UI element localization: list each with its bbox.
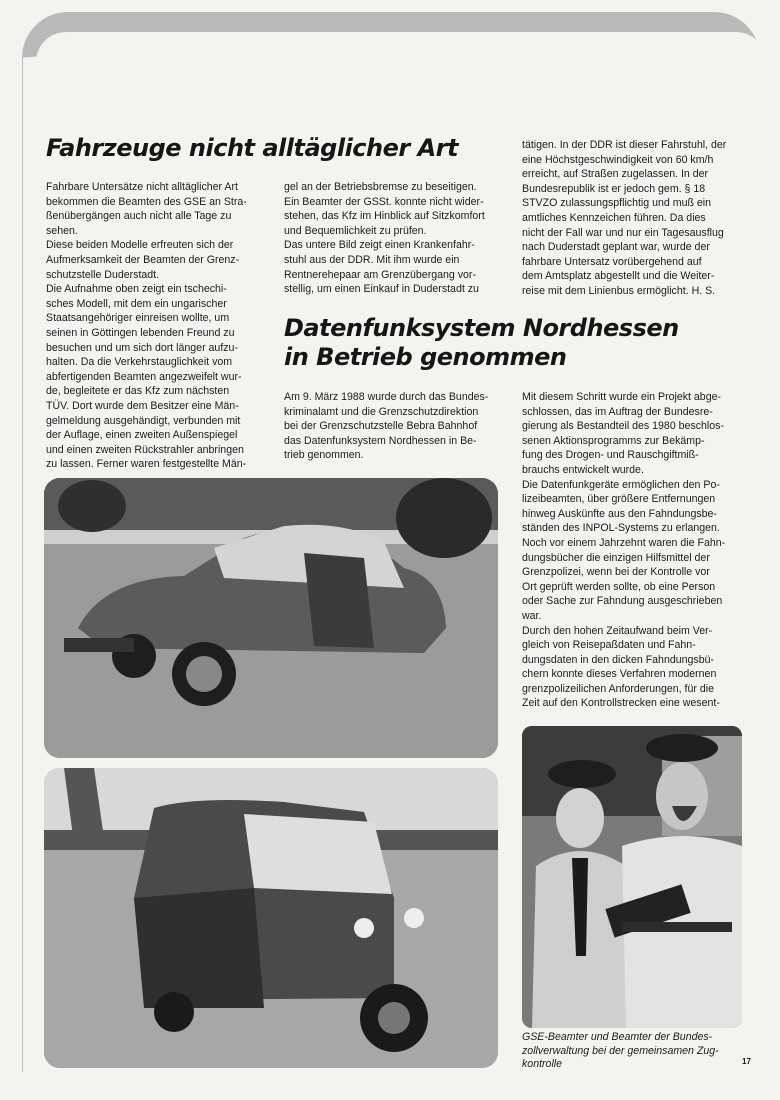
text-line: Staatsangehöriger einreisen wollte, um	[46, 312, 230, 325]
text-line: dem Amtsplatz abgestellt und die Weiter-	[522, 270, 715, 283]
text-line: seinen in Göttingen lebenden Freund zu	[46, 326, 235, 339]
article-radio-title	[284, 314, 679, 372]
text-line: nach Duderstadt geplant war, wurde der	[522, 241, 710, 254]
text-line: TÜV. Dort wurde dem Besitzer eine Män-	[46, 399, 239, 412]
text-line: schlossen, das im Auftrag der Bundesre-	[522, 405, 713, 418]
article-vehicles-column-2	[284, 180, 498, 297]
text-line: der Auflage, einen zweiten Außenspiegel	[46, 429, 238, 442]
text-line: schutzstelle Duderstadt.	[46, 268, 160, 281]
text-line: dungsbücher die einzigen Hilfsmittel der	[522, 551, 710, 564]
text-line: abfertigenden Beamten angezweifelt wur-	[46, 370, 242, 383]
text-line: Am 9. März 1988 wurde durch das Bundes-	[284, 391, 489, 403]
text-line: chern konnte dieses Verfahren modernen	[522, 668, 717, 681]
text-line: grenzpolizeilichen Anforderungen, für die	[522, 682, 714, 695]
text-line: Noch vor einem Jahrzehnt waren die Fahn-	[522, 536, 726, 549]
text-line: eine Höchstgeschwindigkeit von 60 km/h	[522, 153, 714, 166]
photo-border-officers	[522, 726, 742, 1028]
text-line: lizeibeamten, über größere Entfernungen	[522, 493, 716, 506]
text-line: stellig, um einen Einkauf in Duderstadt zu	[284, 283, 479, 296]
text-line: zu lassen. Ferner waren festgestellte Män-	[46, 458, 247, 471]
text-line: gierung als Bestandteil des 1980 beschlos-	[522, 420, 725, 433]
text-line: Die Aufnahme oben zeigt ein tschechi-	[46, 283, 227, 296]
article-vehicles-column-3	[522, 138, 738, 299]
text-line: gelmeldung ausgehändigt, verbunden mit	[46, 414, 241, 427]
text-line: zollverwaltung bei der gemeinsamen Zug-	[522, 1044, 719, 1057]
text-line: nicht der Fall war und nur ein Tagesausflug	[522, 226, 724, 239]
text-line: gleich von Reisepaßdaten und Fahn-	[522, 639, 696, 652]
text-line: amtliches Kennzeichen führen. Da dies	[522, 211, 706, 224]
text-line: sehen.	[46, 224, 78, 237]
text-line: stuhl aus der DDR. Mit ihm wurde ein	[284, 253, 460, 266]
text-line: kontrolle	[522, 1058, 563, 1071]
text-line: reise mit dem Linienbus ermöglicht. H. S.	[522, 284, 716, 297]
text-line: gel an der Betriebsbremse zu beseitigen.	[284, 181, 477, 193]
text-line: fung des Drogen- und Rauschgiftmiß-	[522, 449, 699, 462]
text-line: das Datenfunksystem Nordhessen in Be-	[284, 434, 477, 447]
photo-caption	[522, 1031, 740, 1072]
text-line: dungsdaten in den dicken Fahndungsbü-	[522, 653, 715, 666]
text-line: fahrbare Untersatz vorübergehend auf	[522, 255, 702, 268]
text-line: Diese beiden Modelle erfreuten sich der	[46, 239, 234, 252]
text-line: Mit diesem Schritt wurde ein Projekt abge-	[522, 391, 722, 403]
text-line: Aufmerksamkeit der Beamten der Grenz-	[46, 253, 240, 266]
article-radio-column-2	[522, 390, 738, 711]
text-line: Die Datenfunkgeräte ermöglichen den Po-	[522, 478, 720, 491]
text-line: bei der Grenzschutzstelle Bebra Bahnhof	[284, 420, 478, 433]
page-frame-inner	[36, 32, 766, 72]
text-line: bekommen die Beamten des GSE an Stra-	[46, 195, 247, 208]
text-line: halten. Da die Verkehrstauglichkeit vom	[46, 356, 233, 369]
text-line: Rentnerehepaar am Grenzübergang vor-	[284, 268, 476, 281]
text-line: ßenübergängen auch nicht alle Tage zu	[46, 210, 232, 223]
text-line: kriminalamt und die Grenzschutzdirektion	[284, 405, 479, 418]
text-line: ständen des INPOL-Systems zu erlangen.	[522, 522, 720, 535]
text-line: senen Aktionsprogramms zur Bekämp-	[522, 434, 705, 447]
text-line: Das untere Bild zeigt einen Krankenfahr-	[284, 239, 475, 252]
text-line: erreicht, auf Straßen zugelassen. In der	[522, 168, 709, 181]
text-line: und einen zweiten Rückstrahler anbringen	[46, 443, 244, 456]
article-radio-column-1	[284, 390, 498, 463]
text-line: besuchen und um sich dort länger aufzu-	[46, 341, 238, 354]
text-line: Bundesrepublik ist er jedoch gem. § 18	[522, 182, 706, 195]
page-number: 17	[742, 1057, 751, 1066]
text-line: tätigen. In der DDR ist dieser Fahrstuhl, der	[522, 139, 727, 151]
text-line: de, begleitete er das Kfz zum nächsten	[46, 385, 230, 398]
text-line: GSE-Beamter und Beamter der Bundes-	[522, 1031, 713, 1043]
article-radio-title-line-1: Datenfunksystem Nordhessen	[284, 314, 679, 342]
article-vehicles-column-1	[46, 180, 260, 472]
text-line: war.	[522, 609, 542, 622]
text-line: stehen, das Kfz im Hinblick auf Sitzkomfort	[284, 210, 485, 223]
text-line: Zeit auf den Kontrollstrecken eine wesent-	[522, 697, 720, 710]
photo-czech-microcar	[44, 478, 498, 758]
text-line: Ort geprüft werden sollte, ob eine Person	[522, 580, 716, 593]
text-line: und Bequemlichkeit zu prüfen.	[284, 224, 427, 237]
text-line: Grenzpolizei, wenn bei der Kontrolle vor	[522, 566, 710, 579]
article-radio-title-line-2: in Betrieb genommen	[284, 343, 567, 371]
text-line: Durch den hohen Zeitaufwand beim Ver-	[522, 624, 713, 637]
text-line: Fahrbare Untersätze nicht alltäglicher Art	[46, 181, 238, 193]
photo-invalid-carriage	[44, 768, 498, 1068]
text-line: STVZO zulassungspflichtig und muß ein	[522, 197, 712, 210]
text-line: brauchs entwickelt wurde.	[522, 463, 644, 476]
article-vehicles-title: Fahrzeuge nicht alltäglicher Art	[46, 134, 458, 162]
text-line: hinweg Auskünfte aus den Fahndungsbe-	[522, 507, 717, 520]
text-line: Ein Beamter der GSSt. konnte nicht wider-	[284, 195, 484, 208]
text-line: oder Sache zur Fahndung ausgeschrieben	[522, 595, 723, 608]
text-line: sches Modell, mit dem ein ungarischer	[46, 297, 227, 310]
text-line: trieb genommen.	[284, 449, 364, 462]
